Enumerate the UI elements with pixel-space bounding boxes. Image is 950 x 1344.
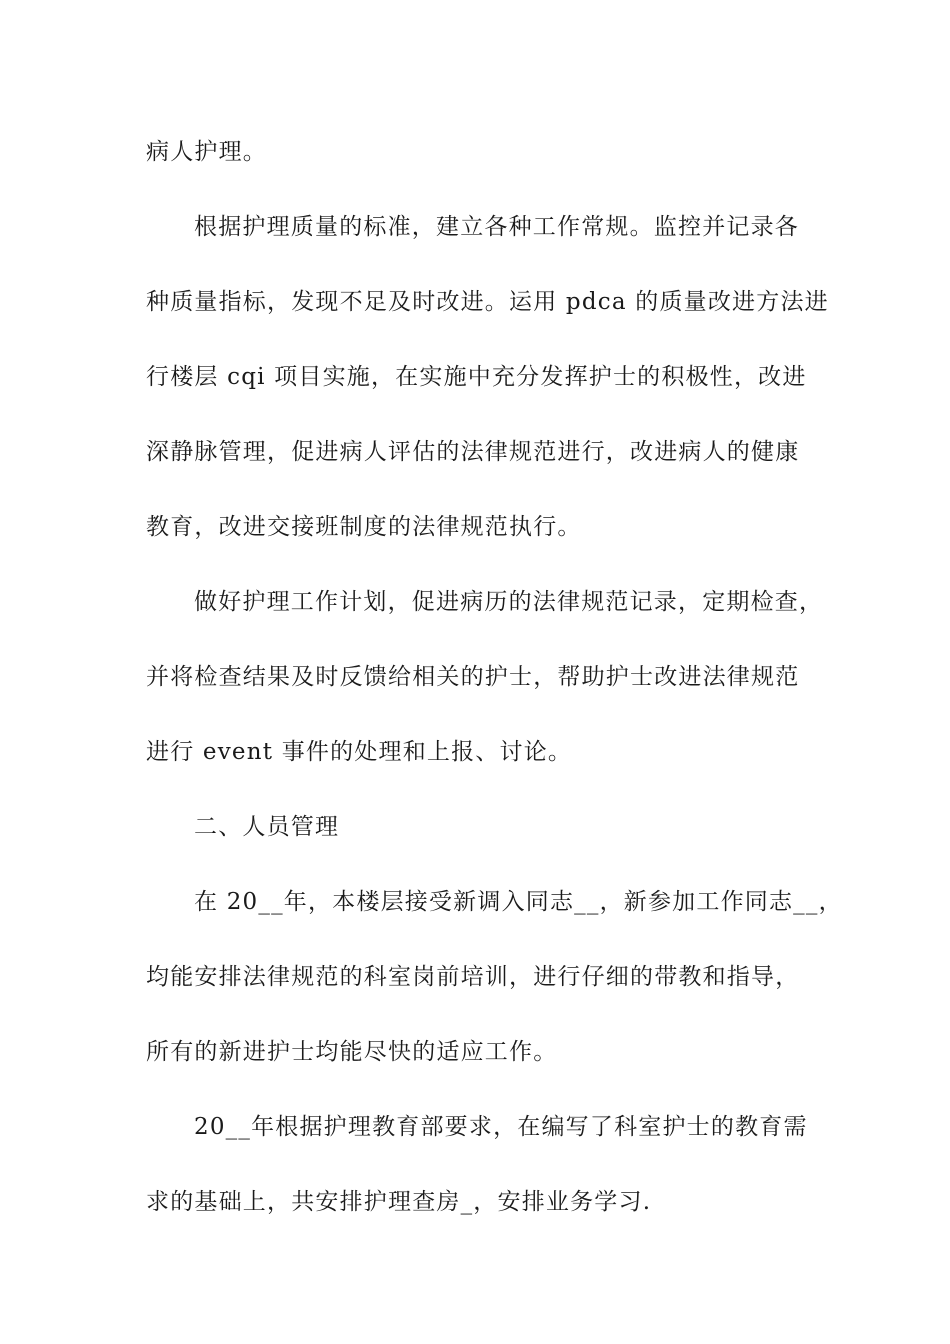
paragraph-line: 所有的新进护士均能尽快的适应工作。	[146, 1039, 558, 1065]
paragraph-line: 根据护理质量的标准，建立各种工作常规。监控并记录各	[194, 214, 799, 240]
paragraph-line: 做好护理工作计划，促进病历的法律规范记录，定期检查，	[194, 589, 824, 615]
paragraph-line: 行楼层 cqi 项目实施，在实施中充分发挥护士的积极性，改进	[146, 364, 807, 390]
paragraph-line: 均能安排法律规范的科室岗前培训，进行仔细的带教和指导，	[146, 964, 800, 990]
paragraph-line: 求的基础上，共安排护理查房_，安排业务学习.	[146, 1189, 652, 1215]
paragraph-line: 并将检查结果及时反馈给相关的护士，帮助护士改进法律规范	[146, 664, 800, 690]
section-heading: 二、人员管理	[194, 814, 340, 840]
paragraph-line: 教育，改进交接班制度的法律规范执行。	[146, 514, 582, 540]
paragraph-line: 20__年根据护理教育部要求，在编写了科室护士的教育需	[194, 1114, 808, 1140]
paragraph-line: 进行 event 事件的处理和上报、讨论。	[146, 739, 573, 765]
paragraph-line: 在 20__年，本楼层接受新调入同志__，新参加工作同志__，	[194, 889, 843, 915]
paragraph-line: 病人护理。	[146, 139, 267, 165]
paragraph-line: 种质量指标，发现不足及时改进。运用 pdca 的质量改进方法进	[146, 289, 829, 315]
paragraph-line: 深静脉管理，促进病人评估的法律规范进行，改进病人的健康	[146, 439, 800, 465]
